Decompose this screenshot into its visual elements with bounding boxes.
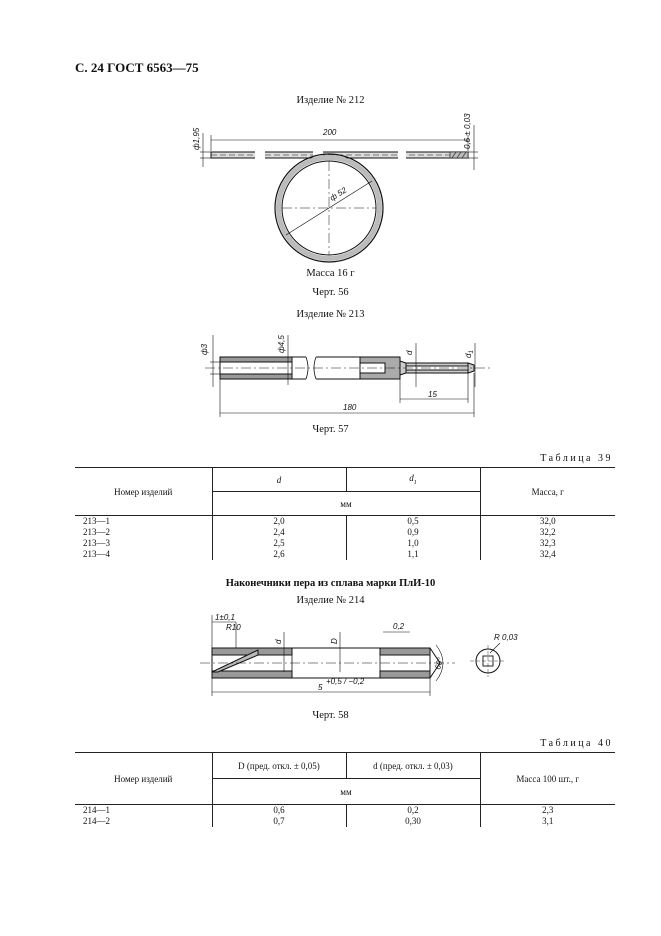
t39-units: мм xyxy=(212,492,480,516)
dim-200-text: 200 xyxy=(323,128,337,137)
item-214-title: Изделие № 214 xyxy=(296,595,365,606)
dim-1-text: 1±0,1 xyxy=(215,613,235,622)
item-212-title: Изделие № 212 xyxy=(296,95,365,106)
page-header: С. 24 ГОСТ 6563—75 xyxy=(75,60,199,75)
dim-60-text: 60° xyxy=(433,656,446,671)
dim-5-text: 5 xyxy=(318,683,323,692)
table-row: 213—3 2,5 1,0 32,3 xyxy=(75,538,615,549)
t40-col-d: d (пред. откл. ± 0,03) xyxy=(346,753,480,779)
end-view-214 xyxy=(470,643,506,677)
figure-58-caption: Черт. 58 xyxy=(312,710,349,721)
dim-diam-right-text: 0,6 ± 0,03 xyxy=(463,113,472,149)
dim-r003-text: R 0,03 xyxy=(494,633,518,642)
t39-col-mass: Масса, г xyxy=(480,468,615,516)
table-row: 214—1 0,6 0,2 2,3 xyxy=(75,805,615,816)
t40-col-D: D (пред. откл. ± 0,05) xyxy=(212,753,346,779)
dim-180-text: 180 xyxy=(343,403,357,412)
dim-200-212 xyxy=(211,135,468,151)
item-212-mass: Масса 16 г xyxy=(306,268,355,279)
t39-col-d: d xyxy=(212,468,346,492)
table-40 xyxy=(75,752,615,827)
dim-diam-left-212 xyxy=(200,133,211,167)
dim-d45-text: ф4,5 xyxy=(277,335,286,353)
t39-col-name: Номер изделий xyxy=(75,468,212,516)
dim-d3-text: ф3 xyxy=(200,343,209,355)
dim-d-214-text: d xyxy=(274,639,283,644)
dim-r10-text: R10 xyxy=(226,623,241,632)
dim-02-text: 0,2 xyxy=(393,622,405,631)
table-row: 213—4 2,6 1,1 32,4 xyxy=(75,549,615,560)
t40-col-name: Номер изделий xyxy=(75,753,212,805)
ring-212 xyxy=(275,154,383,262)
table-row: 214—2 0,7 0,30 3,1 xyxy=(75,816,615,827)
t40-col-mass: Масса 100 шт., г xyxy=(480,753,615,805)
t40-units: мм xyxy=(212,779,480,805)
figure-57-caption: Черт. 57 xyxy=(312,424,349,435)
dim-d-text: d xyxy=(405,350,414,355)
t39-col-d1: $d_1$ xyxy=(346,468,480,492)
dim-ring-text: ф 52 xyxy=(328,185,349,203)
table-row: 213—1 2,0 0,5 32,0 xyxy=(75,516,615,527)
drawing-213 xyxy=(0,325,661,425)
drawing-214 xyxy=(0,610,661,710)
rod-212-end xyxy=(450,152,468,158)
item-213-title: Изделие № 213 xyxy=(296,309,365,320)
table-39-label: Таблица 39 xyxy=(540,453,613,464)
table-row: 213—2 2,4 0,9 32,2 xyxy=(75,527,615,538)
dim-5-tol-text: +0,5 / −0,2 xyxy=(326,677,365,686)
dim-15-text: 15 xyxy=(428,390,437,399)
table-40-label: Таблица 40 xyxy=(540,738,613,749)
section-title: Наконечники пера из сплава марки ПлИ-10 xyxy=(225,578,436,589)
dim-D-text: D xyxy=(330,638,339,644)
figure-56-caption: Черт. 56 xyxy=(312,287,349,298)
dim-diam-left-text: ф1,95 xyxy=(192,127,201,150)
table-39 xyxy=(75,467,615,560)
dim-d1-text: $d_1$ xyxy=(464,350,475,358)
